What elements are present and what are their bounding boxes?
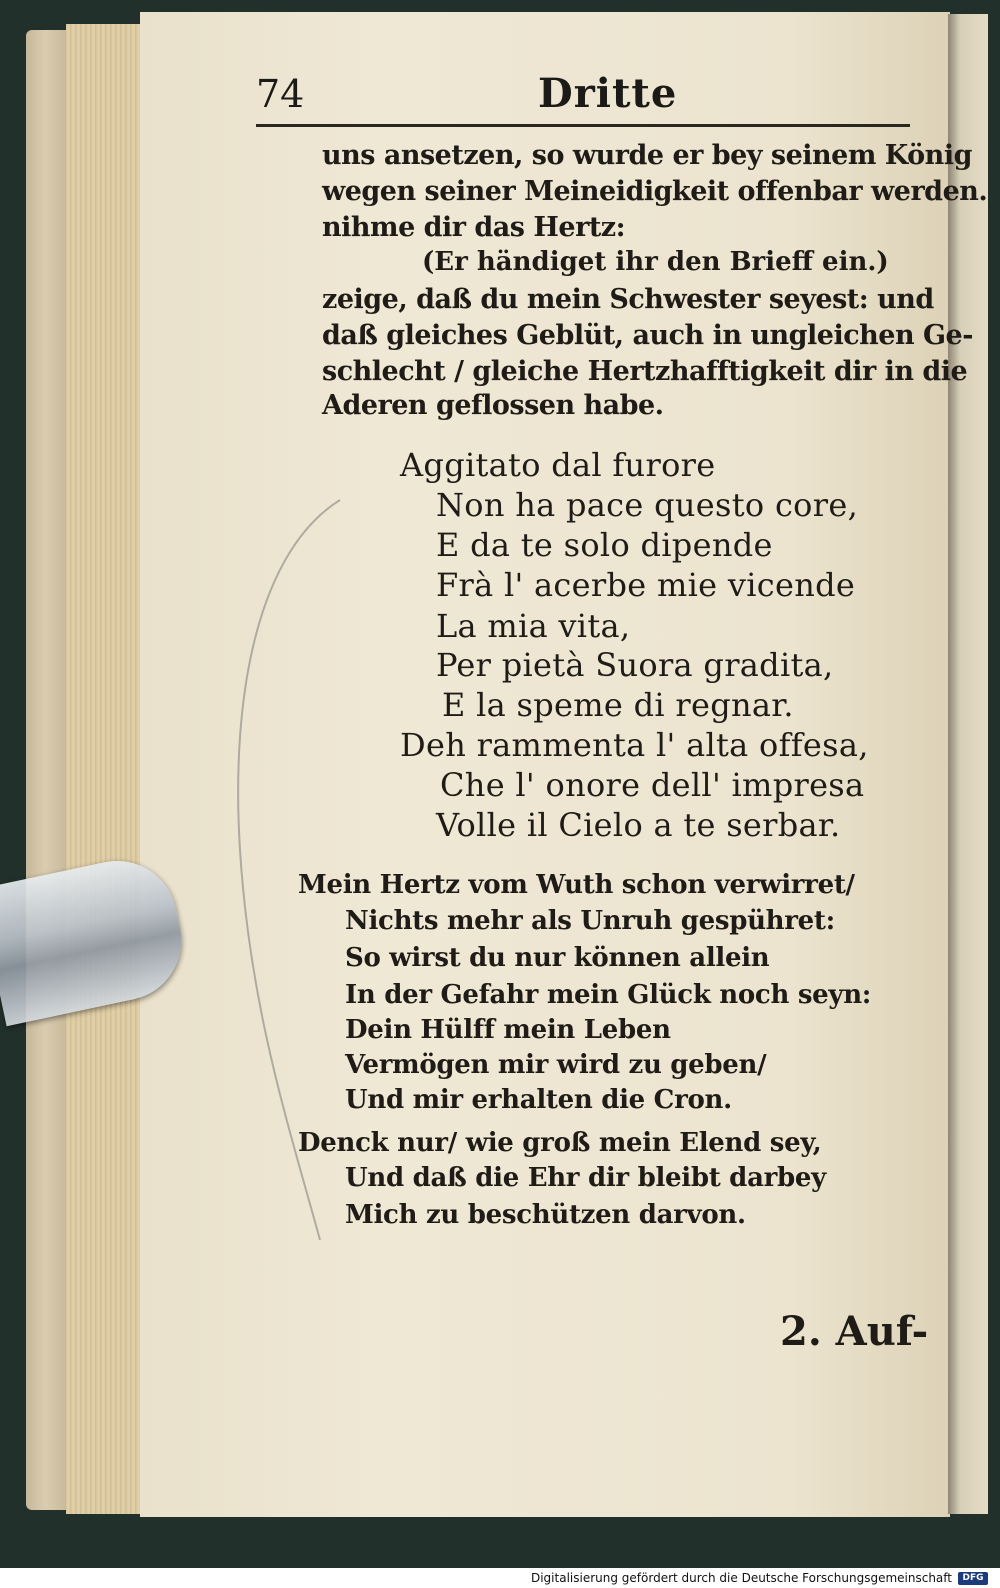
italian-verse-line: E la speme di regnar.: [442, 686, 794, 724]
page-number: 74: [256, 72, 305, 116]
german-verse-line: Mein Hertz vom Wuth schon verwirret/: [298, 870, 855, 900]
prose-line: schlecht / gleiche Hertzhafftigkeit dir in die: [322, 356, 968, 387]
italian-verse-line: Non ha pace questo core,: [436, 486, 859, 524]
prose-line: Aderen geflossen habe.: [322, 390, 664, 421]
italian-verse-line: Deh rammenta l' alta offesa,: [400, 726, 869, 764]
german-verse-line: Vermögen mir wird zu geben/: [345, 1050, 767, 1080]
italian-verse-line: Per pietà Suora gradita,: [436, 646, 834, 684]
italian-verse-line: Aggitato dal furore: [400, 446, 716, 484]
german-verse-line: Denck nur/ wie groß mein Elend sey,: [298, 1128, 822, 1158]
italian-verse-line: Volle il Cielo a te serbar.: [436, 806, 841, 844]
german-verse-line: Und mir erhalten die Cron.: [345, 1085, 732, 1115]
prose-line: wegen seiner Meineidigkeit offenbar werden.: [322, 176, 988, 207]
italian-verse-line: E da te solo dipende: [436, 526, 773, 564]
page-header: [256, 72, 910, 120]
catchword: 2. Auf-: [780, 1308, 929, 1355]
italian-verse-line: Frà l' acerbe mie vicende: [436, 566, 856, 604]
german-verse-line: Und daß die Ehr dir bleibt darbey: [345, 1163, 826, 1193]
german-verse-line: Nichts mehr als Unruh gespühret:: [345, 906, 835, 936]
running-head: Dritte: [538, 70, 678, 117]
page-stack-edge: [66, 24, 146, 1514]
german-verse-line: In der Gefahr mein Glück noch seyn:: [345, 980, 872, 1010]
german-verse-line: So wirst du nur können allein: [345, 943, 770, 973]
italian-verse-line: Che l' onore dell' impresa: [440, 766, 865, 804]
german-verse-line: Dein Hülff mein Leben: [345, 1015, 671, 1045]
header-rule: [256, 124, 910, 127]
dfg-logo-icon: DFG: [958, 1572, 988, 1585]
facing-page-edge: [948, 14, 988, 1514]
prose-line: nihme dir das Hertz:: [322, 212, 626, 243]
german-verse-line: Mich zu beschützen darvon.: [345, 1200, 746, 1230]
prose-line: daß gleiches Geblüt, auch in ungleichen Ge-: [322, 320, 973, 351]
stage-direction: (Er händiget ihr den Brieff ein.): [422, 247, 889, 277]
pencil-bracket-mark: [220, 490, 360, 1250]
footer-credit: Digitalisierung gefördert durch die Deutsche Forschungsgemeinschaft: [530, 1571, 952, 1585]
prose-line: uns ansetzen, so wurde er bey seinem König: [322, 140, 972, 171]
italian-verse-line: La mia vita,: [436, 607, 631, 645]
prose-line: zeige, daß du mein Schwester seyest: und: [322, 284, 934, 315]
